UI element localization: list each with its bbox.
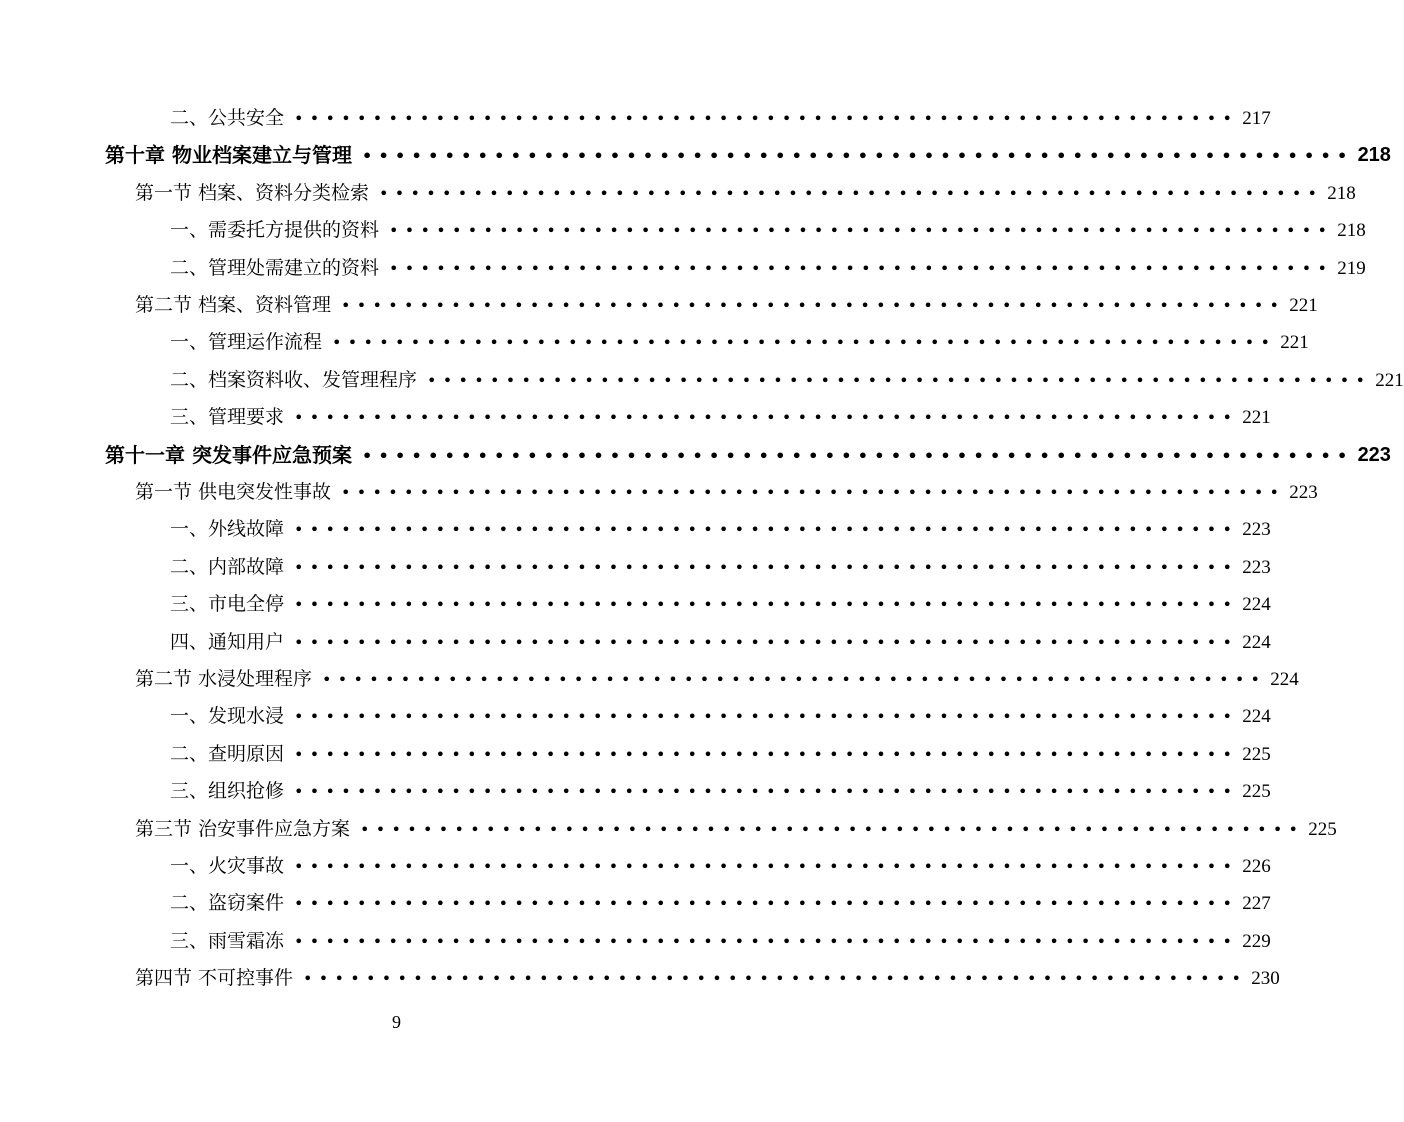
toc-dot-leader: •••••••••••••••••••••••••••••••••••••••••••••••••••••••••••• — [389, 221, 1334, 241]
toc-entry-page: 218 — [1337, 220, 1366, 242]
toc-entry[interactable] — [135, 287, 1318, 324]
toc-entry-title: 三、雨雪霜冻 — [170, 929, 285, 952]
toc-entry[interactable] — [170, 586, 1271, 623]
toc-entry-page: 221 — [1289, 295, 1318, 316]
toc-entry-page: 218 — [1327, 182, 1356, 204]
toc-entry[interactable] — [170, 773, 1271, 810]
toc-entry[interactable] — [170, 549, 1271, 586]
toc-dot-leader: •••••••••••••••••••••••••••••••••••••••••••••••••••••••••••• — [389, 258, 1334, 278]
toc-entry-title: 三、管理要求 — [170, 406, 285, 429]
toc-dot-leader: •••••••••••••••••••••••••••••••••••••••••••••••••••••••••••• — [294, 744, 1239, 764]
toc-entry-title: 第十一章 突发事件应急预案 — [105, 442, 352, 467]
toc-entry-page: 223 — [1289, 482, 1318, 503]
toc-entry-title: 第一节 档案、资料分类检索 — [135, 181, 370, 204]
toc-entry[interactable] — [135, 474, 1318, 511]
toc-entry-page: 223 — [1242, 519, 1271, 541]
toc-entry[interactable] — [170, 362, 1404, 399]
toc-entry[interactable] — [170, 698, 1271, 735]
toc-entry-title: 二、公共安全 — [170, 107, 285, 129]
toc-entry-page: 225 — [1242, 781, 1271, 803]
toc-dot-leader: •••••••••••••••••••••••••••••••••••••••••••••••••••••••••••• — [294, 894, 1239, 914]
toc-entry[interactable] — [170, 399, 1271, 436]
toc-dot-leader: •••••••••••••••••••••••••••••••••••••••••••••••••••••••••••• — [361, 445, 1354, 465]
toc-entry-title: 一、火灾事故 — [170, 855, 285, 877]
toc-entry-page: 218 — [1357, 144, 1391, 167]
toc-entry-page: 226 — [1242, 856, 1271, 877]
toc-entry-page: 225 — [1308, 818, 1337, 840]
toc-entry-title: 第二节 档案、资料管理 — [135, 294, 332, 316]
toc-entry[interactable] — [135, 811, 1337, 848]
toc-dot-leader: •••••••••••••••••••••••••••••••••••••••••••••••••••••••••••• — [294, 707, 1239, 727]
toc-entry-title: 三、组织抢修 — [170, 780, 285, 803]
toc-entry-page: 224 — [1242, 594, 1271, 616]
toc-entry[interactable] — [170, 250, 1366, 287]
toc-entry-page: 223 — [1357, 443, 1391, 466]
toc-entry[interactable] — [170, 885, 1271, 922]
toc-entry[interactable] — [105, 437, 1391, 474]
toc-entry-title: 一、发现水浸 — [170, 705, 285, 728]
toc-entry[interactable] — [105, 137, 1391, 174]
toc-dot-leader: •••••••••••••••••••••••••••••••••••••••••••••••••••••••••••• — [427, 370, 1372, 390]
toc-dot-leader: •••••••••••••••••••••••••••••••••••••••••••••••••••••••••••• — [294, 857, 1239, 876]
toc-entry-title: 一、管理运作流程 — [170, 331, 323, 354]
toc-entry-page: 224 — [1270, 669, 1299, 690]
toc-entry-page: 229 — [1242, 930, 1271, 952]
toc-entry-title: 第一节 供电突发性事故 — [135, 481, 332, 503]
toc-entry-page: 219 — [1337, 257, 1366, 279]
toc-entry-title: 二、内部故障 — [170, 555, 285, 578]
toc-entry-title: 二、查明原因 — [170, 742, 285, 765]
toc-dot-leader: •••••••••••••••••••••••••••••••••••••••••••••••••••••••••••• — [294, 557, 1239, 577]
toc-dot-leader: •••••••••••••••••••••••••••••••••••••••••••••••••••••••••••• — [341, 296, 1286, 315]
toc-entry[interactable] — [170, 100, 1271, 137]
toc-dot-leader: •••••••••••••••••••••••••••••••••••••••••••••••••••••••••••• — [341, 483, 1286, 502]
page-number: 9 — [392, 1012, 401, 1032]
toc-entry-title: 第四节 不可控事件 — [135, 967, 294, 990]
toc-dot-leader: •••••••••••••••••••••••••••••••••••••••••••••••••••••••••••• — [294, 408, 1239, 428]
toc-entry[interactable] — [170, 736, 1271, 773]
toc-entry-page: 221 — [1280, 332, 1309, 354]
toc-entry[interactable] — [135, 661, 1299, 698]
toc-entry-title: 二、档案资料收、发管理程序 — [170, 368, 418, 391]
toc-dot-leader: •••••••••••••••••••••••••••••••••••••••••••••••••••••••••••• — [379, 183, 1324, 203]
toc-entry-title: 二、盗窃案件 — [170, 892, 285, 915]
toc-dot-leader: •••••••••••••••••••••••••••••••••••••••••••••••••••••••••••• — [332, 333, 1277, 353]
toc-entry-page: 217 — [1242, 108, 1271, 129]
toc-entry-page: 230 — [1251, 968, 1280, 990]
toc-entry-title: 二、管理处需建立的资料 — [170, 256, 380, 279]
toc-dot-leader: •••••••••••••••••••••••••••••••••••••••••••••••••••••••••••• — [294, 109, 1239, 128]
toc-entry-title: 一、外线故障 — [170, 518, 285, 541]
toc-entry-title: 一、需委托方提供的资料 — [170, 219, 380, 242]
toc-dot-leader: •••••••••••••••••••••••••••••••••••••••••••••••••••••••••••• — [360, 819, 1305, 839]
toc-entry-page: 221 — [1242, 407, 1271, 429]
toc-entry-title: 第十章 物业档案建立与管理 — [105, 143, 352, 168]
toc-dot-leader: •••••••••••••••••••••••••••••••••••••••••••••••••••••••••••• — [294, 595, 1239, 615]
toc-entry[interactable] — [170, 511, 1271, 548]
toc-dot-leader: •••••••••••••••••••••••••••••••••••••••••••••••••••••••••••• — [294, 931, 1239, 951]
toc-entry[interactable] — [170, 324, 1309, 361]
toc-entry-page: 224 — [1242, 631, 1271, 653]
toc-entry[interactable] — [170, 624, 1271, 661]
toc-dot-leader: •••••••••••••••••••••••••••••••••••••••••••••••••••••••••••• — [294, 782, 1239, 802]
toc-dot-leader: •••••••••••••••••••••••••••••••••••••••••••••••••••••••••••• — [294, 632, 1239, 652]
toc-dot-leader: •••••••••••••••••••••••••••••••••••••••••••••••••••••••••••• — [361, 146, 1354, 166]
toc-entry-page: 224 — [1242, 706, 1271, 728]
toc-entry-page: 223 — [1242, 556, 1271, 578]
toc-entry-title: 第二节 水浸处理程序 — [135, 668, 313, 690]
toc-dot-leader: •••••••••••••••••••••••••••••••••••••••••••••••••••••••••••• — [303, 969, 1248, 989]
toc-entry[interactable] — [135, 960, 1280, 997]
toc-entry-title: 三、市电全停 — [170, 593, 285, 616]
toc-dot-leader: •••••••••••••••••••••••••••••••••••••••••••••••••••••••••••• — [294, 520, 1239, 540]
toc-entry[interactable] — [170, 923, 1271, 960]
toc-dot-leader: •••••••••••••••••••••••••••••••••••••••••••••••••••••••••••• — [322, 670, 1267, 689]
toc-entry[interactable] — [170, 212, 1366, 249]
toc-entry-page: 221 — [1375, 369, 1404, 391]
toc-entry-page: 227 — [1242, 893, 1271, 915]
toc-entry-title: 四、通知用户 — [170, 630, 285, 653]
toc-entry[interactable] — [170, 848, 1271, 885]
toc-entry-page: 225 — [1242, 743, 1271, 765]
toc-entry[interactable] — [135, 175, 1356, 212]
toc-entry-title: 第三节 治安事件应急方案 — [135, 817, 351, 840]
